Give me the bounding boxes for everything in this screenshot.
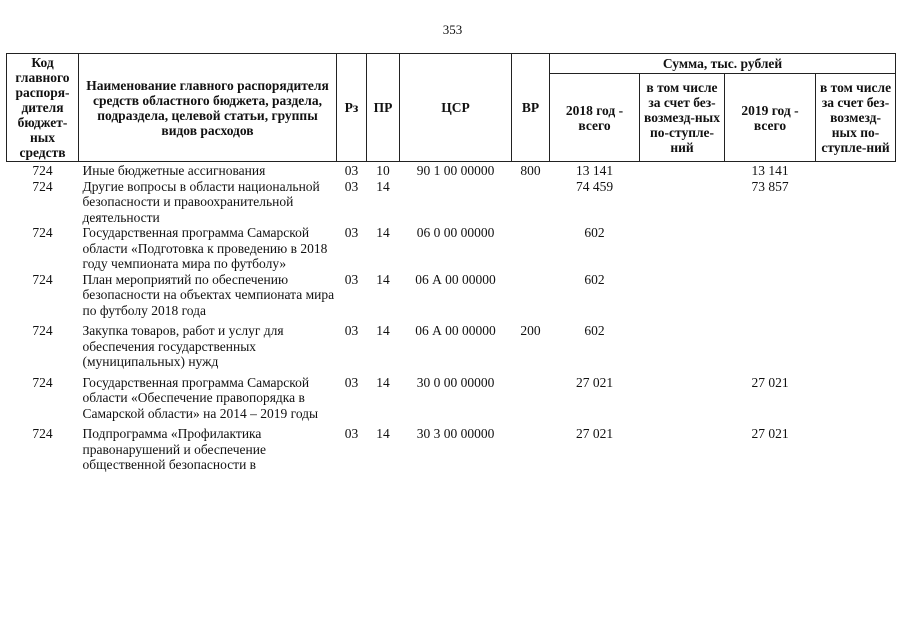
page-number: 353 [442, 22, 463, 37]
cell-2019-gratuitous [816, 272, 896, 319]
cell-rz: 03 [344, 225, 359, 240]
cell-2018-gratuitous [640, 162, 725, 179]
table-row [7, 272, 896, 319]
header-rz: Рз [337, 54, 367, 162]
cell-name: План мероприятий по обеспечению безопасности на объектах чемпионата мира по футболу 2018 года [82, 271, 335, 318]
cell-2018-gratuitous [640, 421, 725, 473]
cell-code: 724 [32, 374, 53, 390]
header-2018-total: 2018 год - всего [550, 74, 640, 162]
cell-csr [400, 179, 512, 226]
cell-code: 724 [32, 225, 53, 240]
header-2019-gratuitous: в том числе за счет без-возмезд-ных по-ступле-ний [816, 74, 896, 162]
budget-table [6, 53, 896, 473]
cell-csr: 06 А 00 00000 [415, 271, 496, 287]
cell-vr: 800 [520, 163, 541, 178]
cell-2019-gratuitous [816, 318, 896, 370]
cell-2019-total [725, 225, 816, 272]
cell-2018-total: 602 [584, 271, 605, 287]
table-row [7, 370, 896, 422]
cell-2019-gratuitous [816, 370, 896, 422]
cell-pr: 10 [376, 163, 390, 178]
cell-name: Государственная программа Самарской области «Обеспечение правопорядка в Самарской области» на 2014 – 2019 годы [82, 374, 319, 421]
cell-vr [512, 179, 550, 226]
header-sum: Сумма, тыс. рублей [550, 54, 896, 74]
cell-rz: 03 [344, 163, 359, 178]
cell-rz: 03 [344, 271, 359, 287]
cell-2019-gratuitous [816, 225, 896, 272]
header-name: Наименование главного распорядителя средств областного бюджета, раздела, подраздела, целевой статьи, группы видов расходов [79, 54, 337, 162]
cell-csr: 90 1 00 00000 [416, 163, 495, 178]
table-body [7, 162, 896, 473]
cell-name: Иные бюджетные ассигнования [82, 163, 266, 178]
table-row [7, 421, 896, 473]
table-row [7, 318, 896, 370]
cell-rz: 03 [344, 426, 359, 441]
cell-2019-total [725, 318, 816, 370]
cell-2018-total: 27 021 [575, 374, 614, 390]
cell-2019-gratuitous [816, 179, 896, 226]
cell-2018-gratuitous [640, 318, 725, 370]
header-pr: ПР [367, 54, 400, 162]
table-row [7, 162, 896, 179]
cell-vr [512, 421, 550, 473]
cell-2019-total [725, 272, 816, 319]
cell-2018-total: 602 [584, 225, 605, 240]
cell-csr: 30 3 00 00000 [416, 426, 495, 441]
cell-rz: 03 [344, 323, 359, 338]
cell-rz: 03 [344, 374, 359, 390]
table-row [7, 225, 896, 272]
cell-2018-gratuitous [640, 272, 725, 319]
cell-name: Государственная программа Самарской области «Подготовка к проведению в 2018 году чемпионата мира по футболу» [82, 225, 328, 271]
cell-csr: 06 0 00 00000 [416, 225, 495, 240]
cell-2019-total: 73 857 [751, 178, 789, 194]
cell-name: Подпрограмма «Профилактика правонарушений и обеспечение общественной безопасности в [82, 426, 266, 472]
cell-code: 724 [32, 323, 53, 338]
table-header [7, 54, 896, 162]
header-csr: ЦСР [400, 54, 512, 162]
cell-2019-total: 27 021 [751, 374, 789, 390]
cell-vr: 200 [520, 323, 541, 338]
cell-pr: 14 [376, 426, 390, 441]
cell-2018-total: 13 141 [575, 163, 614, 178]
cell-2019-gratuitous [816, 162, 896, 179]
cell-2019-total: 27 021 [751, 426, 789, 441]
cell-name: Закупка товаров, работ и услуг для обеспечения государственных (муниципальных) нужд [82, 323, 284, 369]
cell-2018-total: 74 459 [575, 178, 614, 194]
cell-vr [512, 370, 550, 422]
cell-2019-total: 13 141 [751, 163, 789, 178]
cell-pr: 14 [376, 225, 390, 240]
cell-vr [512, 272, 550, 319]
cell-csr: 30 0 00 00000 [416, 374, 495, 390]
cell-2019-gratuitous [816, 421, 896, 473]
header-code: Код главного распоря-дителя бюджет-ных средств [7, 54, 79, 162]
cell-code: 724 [32, 178, 53, 194]
cell-name: Другие вопросы в области национальной безопасности и правоохранительной деятельности [82, 178, 320, 225]
cell-csr: 06 А 00 00000 [415, 323, 496, 338]
cell-2018-total: 602 [584, 323, 605, 338]
cell-pr: 14 [376, 374, 390, 390]
cell-2018-gratuitous [640, 370, 725, 422]
cell-2018-gratuitous [640, 225, 725, 272]
cell-2018-total: 27 021 [575, 426, 614, 441]
header-2018-gratuitous: в том числе за счет без-возмезд-ных по-ступле-ний [640, 74, 725, 162]
cell-pr: 14 [376, 178, 390, 194]
cell-2018-gratuitous [640, 179, 725, 226]
table-row [7, 179, 896, 226]
cell-rz: 03 [344, 178, 359, 194]
cell-pr: 14 [376, 323, 390, 338]
cell-code: 724 [32, 426, 53, 441]
header-vr: ВР [512, 54, 550, 162]
cell-vr [512, 225, 550, 272]
cell-code: 724 [32, 271, 53, 287]
header-2019-total: 2019 год - всего [725, 74, 816, 162]
cell-pr: 14 [376, 271, 390, 287]
cell-code: 724 [32, 163, 53, 178]
